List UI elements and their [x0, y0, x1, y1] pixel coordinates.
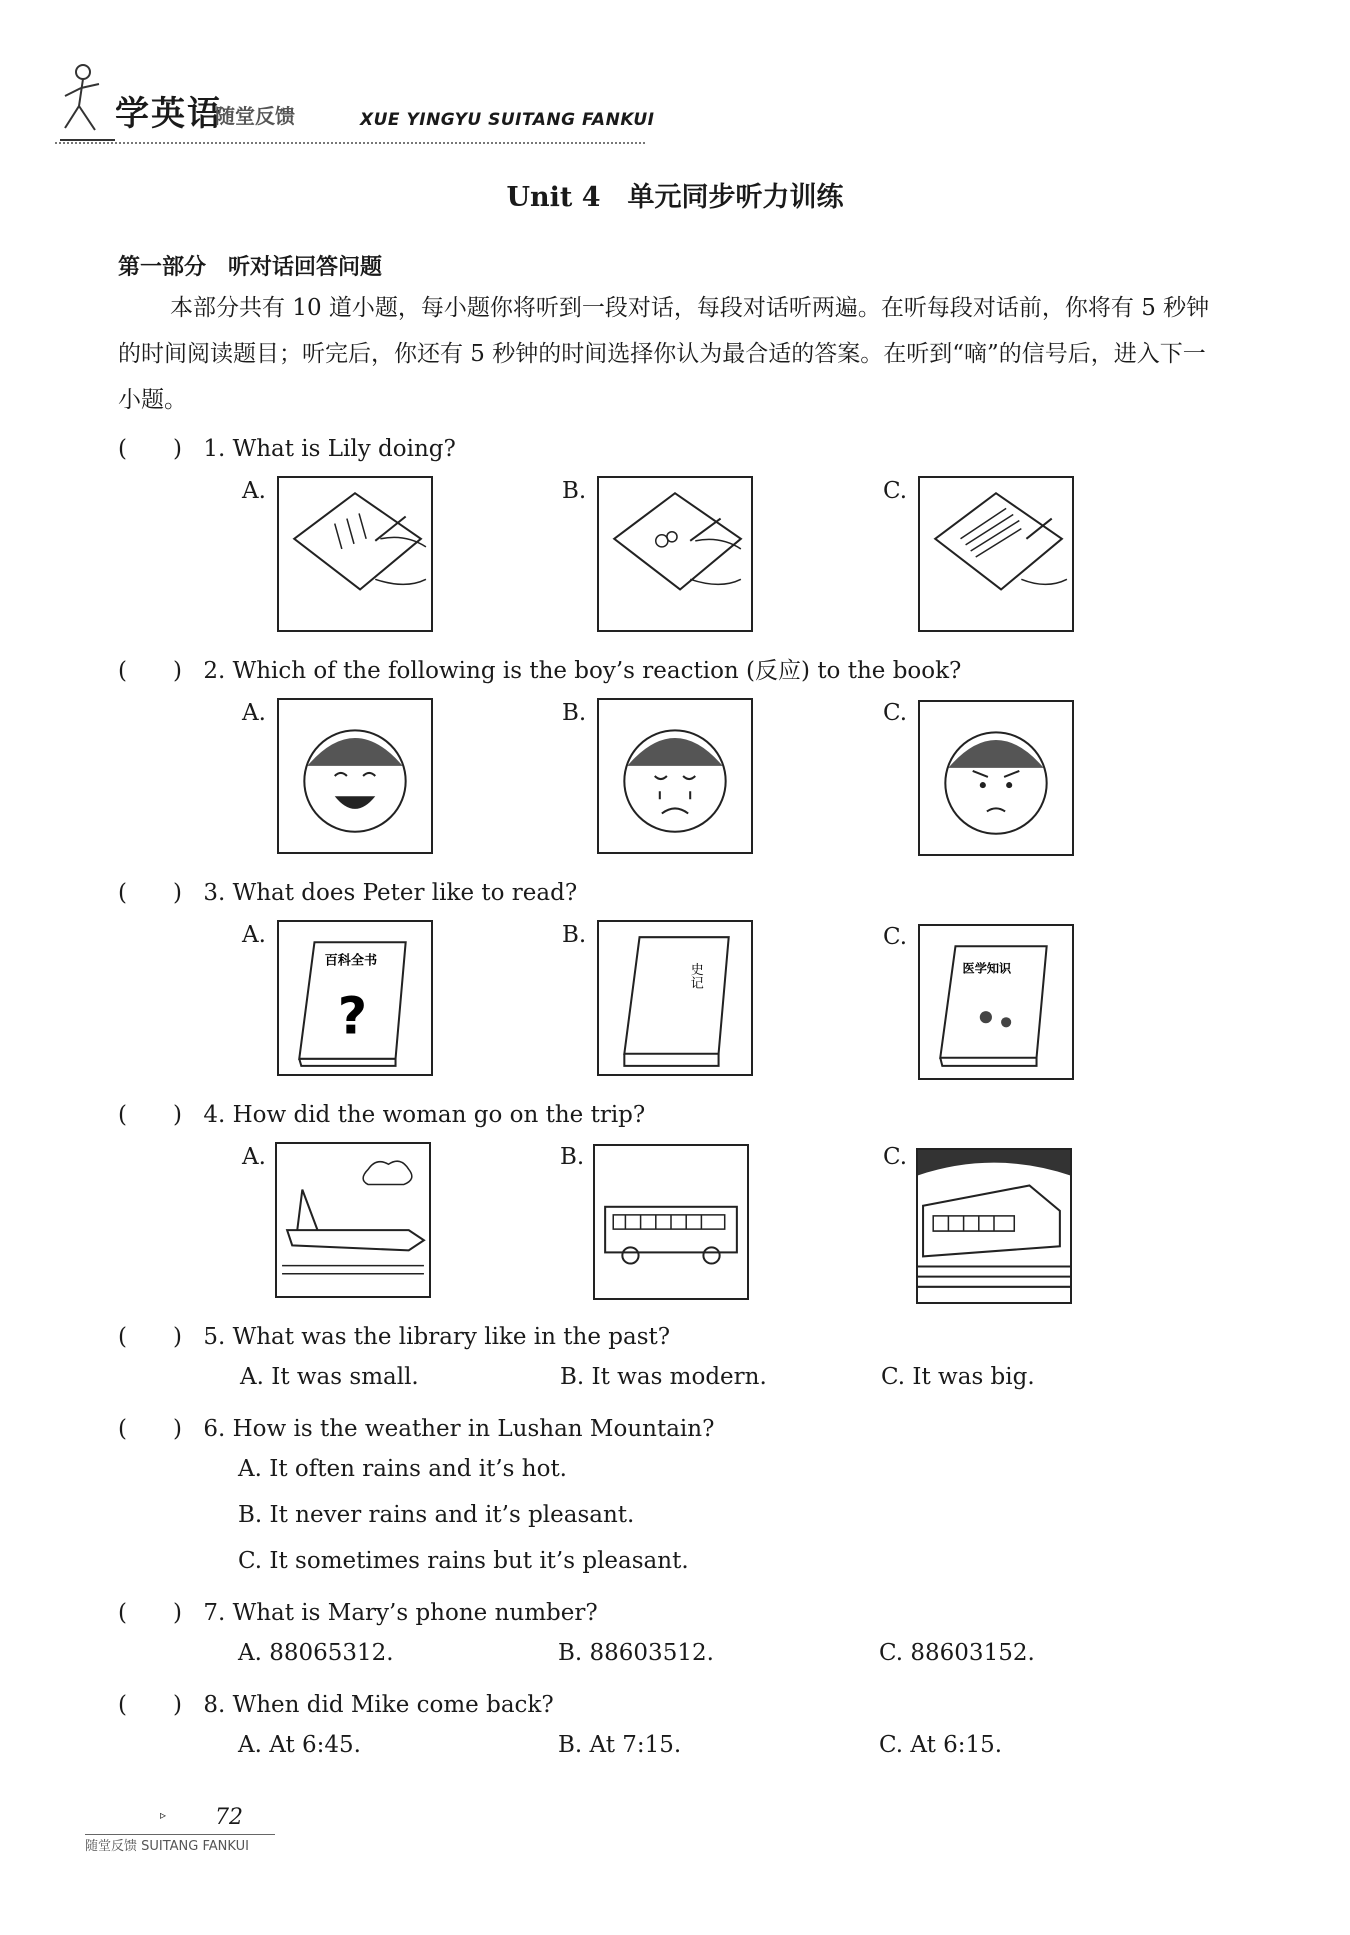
question-4	[118, 1096, 645, 1129]
option-a[interactable]: A. At 6:45.	[238, 1732, 361, 1758]
picture-option-a[interactable]	[277, 698, 433, 854]
logo-pinyin: XUE YINGYU SUITANG FANKUI	[360, 110, 655, 130]
book-title-c: 医学知识	[962, 961, 1012, 976]
option-c[interactable]: C. It was big.	[881, 1364, 1035, 1390]
header-logo	[55, 58, 655, 148]
option-b[interactable]: B. At 7:15.	[558, 1732, 682, 1758]
history-book-icon	[599, 922, 751, 1074]
picture-option-b[interactable]	[597, 920, 753, 1076]
sad-face-icon	[599, 700, 751, 852]
question-6	[118, 1410, 714, 1443]
writing-essay-icon	[920, 478, 1072, 630]
answer-blank[interactable]: ( )	[118, 1600, 182, 1626]
instructions: 本部分共有 10 道小题，每小题你将听到一段对话，每段对话听两遍。在听每段对话前，你将有 5 秒钟的时间阅读题目；听完后，你还有 5 秒钟的时间选择你认为最合适的答案。在听到“嘀”的信号后，进入下一小题。	[118, 295, 1210, 413]
bus-icon	[595, 1146, 747, 1298]
option-b[interactable]: B. It never rains and it’s pleasant.	[238, 1502, 635, 1528]
question-7	[118, 1594, 598, 1627]
question-number: 2.	[203, 658, 226, 684]
medical-book-icon	[920, 926, 1072, 1078]
question-number: 3.	[203, 880, 226, 906]
option-label-b: B.	[562, 478, 587, 504]
option-a[interactable]: A. 88065312.	[238, 1640, 394, 1666]
train-icon	[918, 1150, 1070, 1302]
question-5	[118, 1318, 670, 1351]
question-text: How is the weather in Lushan Mountain?	[232, 1416, 715, 1442]
page-number: 72	[215, 1805, 243, 1830]
answer-blank[interactable]: ( )	[118, 1102, 182, 1128]
picture-option-b[interactable]	[597, 698, 753, 854]
option-label-a: A.	[242, 478, 266, 504]
question-number: 7.	[203, 1600, 226, 1626]
happy-face-icon	[279, 700, 431, 852]
option-c[interactable]: C. 88603152.	[879, 1640, 1035, 1666]
picture-option-a[interactable]	[275, 1142, 431, 1298]
question-text: What is Mary’s phone number?	[232, 1600, 598, 1626]
footer-logo: 随堂反馈 SUITANG FANKUI	[85, 1839, 249, 1854]
question-number: 1.	[203, 436, 226, 462]
question-number: 6.	[203, 1416, 226, 1442]
question-8	[118, 1686, 554, 1719]
writing-hand-icon	[279, 478, 431, 630]
page-title: Unit 4 单元同步听力训练	[506, 182, 844, 213]
section-title: 第一部分 听对话回答问题	[118, 255, 383, 280]
option-label-a: A.	[242, 700, 266, 726]
picture-option-b[interactable]	[597, 476, 753, 632]
picture-option-c[interactable]	[918, 476, 1074, 632]
option-label-a: A.	[242, 922, 266, 948]
question-number: 4.	[203, 1102, 226, 1128]
header-divider	[55, 142, 645, 144]
book-title-a: 百科全书	[324, 953, 378, 969]
answer-blank[interactable]: ( )	[118, 1692, 182, 1718]
drawing-hand-icon	[599, 478, 751, 630]
question-text: When did Mike come back?	[232, 1692, 554, 1718]
picture-option-c[interactable]	[918, 700, 1074, 856]
question-text: How did the woman go on the trip?	[232, 1102, 646, 1128]
logo-sub: 随堂反馈	[215, 104, 295, 128]
question-text: What does Peter like to read?	[232, 880, 578, 906]
picture-option-b[interactable]	[593, 1144, 749, 1300]
option-label-b: B.	[560, 1144, 585, 1170]
option-label-a: A.	[242, 1144, 266, 1170]
answer-blank[interactable]: ( )	[118, 1324, 182, 1350]
option-b[interactable]: B. 88603512.	[558, 1640, 714, 1666]
encyclopedia-book-icon	[279, 922, 431, 1074]
question-text: What is Lily doing?	[232, 436, 456, 462]
option-label-b: B.	[562, 700, 587, 726]
question-2	[118, 652, 961, 685]
picture-option-a[interactable]	[277, 920, 433, 1076]
option-a[interactable]: A. It was small.	[240, 1364, 419, 1390]
question-number: 5.	[203, 1324, 226, 1350]
question-3	[118, 874, 577, 907]
option-label-b: B.	[562, 922, 587, 948]
option-c[interactable]: C. It sometimes rains but it’s pleasant.	[238, 1548, 689, 1574]
picture-option-a[interactable]	[277, 476, 433, 632]
picture-option-c[interactable]	[916, 1148, 1072, 1304]
option-label-c: C.	[883, 478, 908, 504]
option-c[interactable]: C. At 6:15.	[879, 1732, 1003, 1758]
answer-blank[interactable]: ( )	[118, 436, 182, 462]
question-number: 8.	[203, 1692, 226, 1718]
airplane-icon	[277, 1144, 429, 1296]
question-text: Which of the following is the boy’s reaction (反应) to the book?	[232, 658, 962, 684]
triangle-marker-icon: ▹	[160, 1808, 167, 1822]
logo-main: 学英语	[115, 94, 223, 134]
option-label-c: C.	[883, 700, 908, 726]
question-text: What was the library like in the past?	[232, 1324, 671, 1350]
answer-blank[interactable]: ( )	[118, 880, 182, 906]
svg-text:?: ?	[337, 986, 368, 1046]
angry-face-icon	[920, 702, 1072, 854]
option-b[interactable]: B. It was modern.	[560, 1364, 767, 1390]
option-label-c: C.	[883, 924, 908, 950]
option-label-c: C.	[883, 1144, 908, 1170]
book-title-b: 史记	[687, 962, 703, 989]
question-1	[118, 430, 456, 463]
picture-option-c[interactable]	[918, 924, 1074, 1080]
option-a[interactable]: A. It often rains and it’s hot.	[238, 1456, 567, 1482]
answer-blank[interactable]: ( )	[118, 658, 182, 684]
answer-blank[interactable]: ( )	[118, 1416, 182, 1442]
